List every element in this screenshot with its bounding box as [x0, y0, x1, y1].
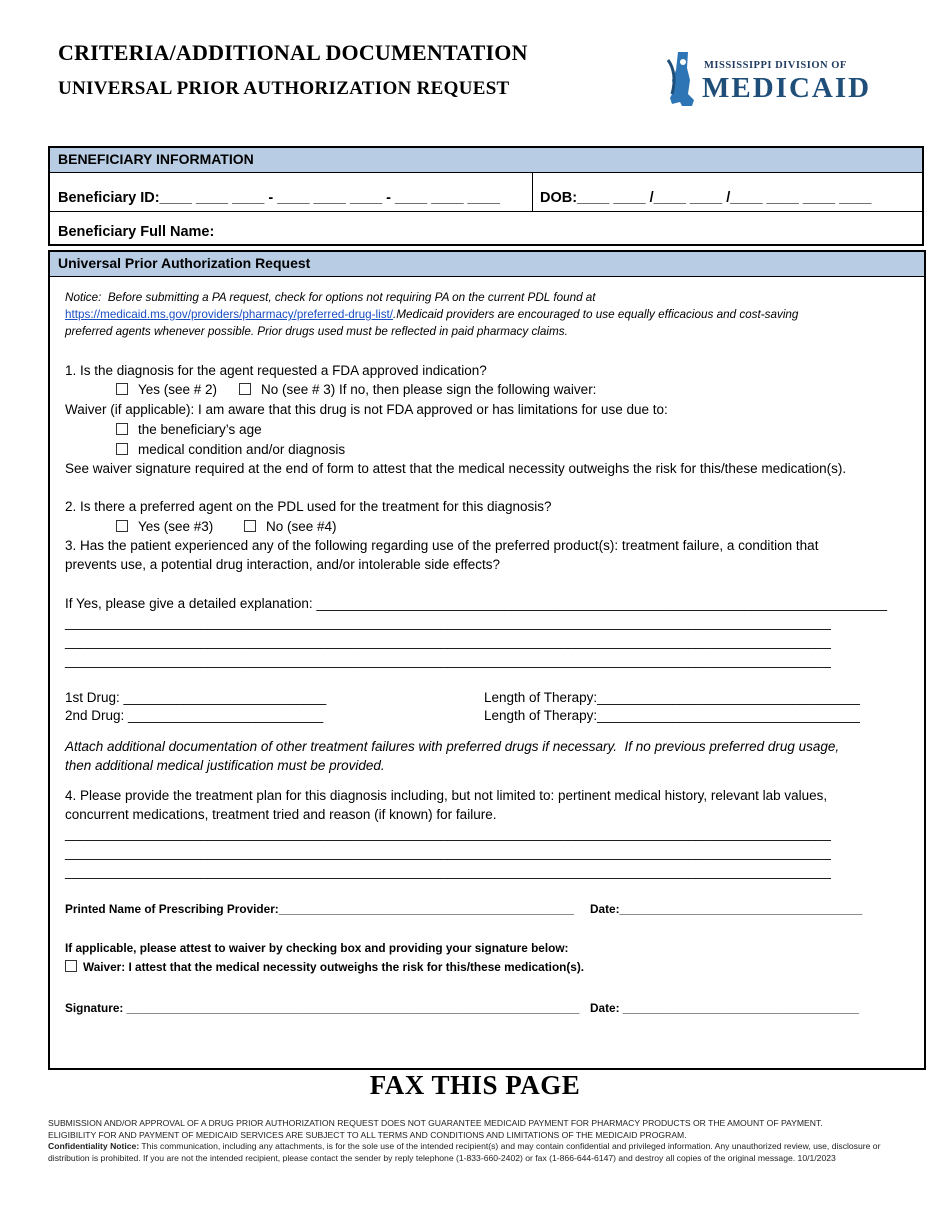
attest-intro: If applicable, please attest to waiver by checking box and providing your signature below: [65, 941, 569, 955]
attest-waiver-option[interactable] [65, 959, 584, 976]
q2-no-checkbox[interactable] [244, 520, 256, 532]
explanation-line[interactable]: ______________________________________________________________________________________________________ [65, 615, 831, 630]
confidentiality-text: This communication, including any attachments, is for the sole use of the intended recipient(s) and may contain confidential and privileged information. Any unauthorized review, use, disclosure or distribution is prohibited. If you are not the intended recipient, please contact the sender by reply telephone (1-833-660-2402) or fax (1-866-644-6147) and destroy all copies of the original message. 10/1/2023 [48, 1141, 881, 1163]
prescriber-name-field[interactable]: Printed Name of Prescribing Provider:_____________________________________________ [65, 902, 574, 916]
beneficiary-section-title: BENEFICIARY INFORMATION [50, 148, 922, 173]
treatment-plan-line[interactable]: ______________________________________________________________________________________________________ [65, 826, 831, 841]
waiver-age-checkbox[interactable] [116, 423, 128, 435]
beneficiary-section [48, 146, 924, 246]
attach-note-line2: then additional medical justification must be provided. [65, 758, 385, 773]
q1-no-label: No (see # 3) If no, then please sign the following waiver: [261, 382, 597, 397]
waiver-age-option[interactable] [116, 421, 262, 438]
waiver-intro: Waiver (if applicable): I am aware that this drug is not FDA approved or has limitations for use due to: [65, 402, 668, 417]
treatment-plan-line[interactable]: ______________________________________________________________________________________________________ [65, 864, 831, 879]
beneficiary-id-row [50, 173, 922, 212]
upa-section [48, 250, 926, 1070]
beneficiary-name-row [50, 213, 922, 243]
q1-yes-option[interactable] [116, 381, 217, 398]
explanation-line[interactable]: ______________________________________________________________________________________________________ [65, 653, 831, 668]
treatment-plan-line[interactable]: ______________________________________________________________________________________________________ [65, 845, 831, 860]
second-drug-field[interactable]: 2nd Drug: __________________________ [65, 708, 324, 723]
confidentiality-label: Confidentiality Notice: [48, 1141, 140, 1152]
notice-line2 [65, 306, 798, 323]
q2-yes-checkbox[interactable] [116, 520, 128, 532]
form-title: CRITERIA/ADDITIONAL DOCUMENTATION [58, 40, 528, 65]
signature-date-field[interactable]: Date: ____________________________________ [590, 1001, 859, 1015]
attest-waiver-label: Waiver: I attest that the medical necessity outweighs the risk for this/these medication(s). [83, 960, 585, 974]
logo-line1: MISSISSIPPI DIVISION OF [704, 60, 847, 71]
q2-no-option[interactable] [244, 518, 337, 535]
fax-title: FAX THIS PAGE [369, 1070, 581, 1100]
divider [532, 173, 533, 211]
attest-waiver-checkbox[interactable] [65, 960, 77, 972]
q1-yes-label: Yes (see # 2) [138, 382, 218, 397]
footer-line1: SUBMISSION AND/OR APPROVAL OF A DRUG PRIOR AUTHORIZATION REQUEST DOES NOT GUARANTEE MEDICAID PAYMENT FOR PHARMACY PRODUCTS OR THE AMOUNT OF PAYMENT. [48, 1118, 823, 1128]
question-4-line2: concurrent medications, treatment tried and reason (if known) for failure. [65, 807, 497, 822]
mississippi-state-icon [664, 50, 698, 110]
second-drug-therapy-field[interactable]: Length of Therapy:___________________________________ [484, 708, 860, 723]
question-3-line1: 3. Has the patient experienced any of the following regarding use of the preferred product(s): treatment failure, a condition that [65, 538, 819, 553]
question-4-line1: 4. Please provide the treatment plan for this diagnosis including, but not limited to: pertinent medical history, relevant lab values, [65, 788, 828, 803]
question-3-line2: prevents use, a potential drug interaction, and/or intolerable side effects? [65, 557, 501, 572]
first-drug-field[interactable]: 1st Drug: ___________________________ [65, 690, 327, 705]
question-1: 1. Is the diagnosis for the agent requested a FDA approved indication? [65, 363, 487, 378]
logo-line2: MEDICAID [702, 72, 872, 104]
beneficiary-name-field[interactable]: Beneficiary Full Name: [58, 224, 215, 240]
waiver-condition-option[interactable] [116, 441, 345, 458]
upa-section-title: Universal Prior Authorization Request [50, 252, 924, 277]
form-subtitle: UNIVERSAL PRIOR AUTHORIZATION REQUEST [58, 78, 510, 99]
q2-yes-label: Yes (see #3) [138, 519, 214, 534]
explanation-line[interactable]: ______________________________________________________________________________________________________ [65, 634, 831, 649]
q1-no-option[interactable] [239, 381, 596, 398]
waiver-note: See waiver signature required at the end of form to attest that the medical necessity outweighs the risk for this/these medication(s). [65, 461, 847, 476]
medicaid-logo [664, 50, 872, 110]
confidentiality-notice [48, 1141, 924, 1164]
notice-line2-rest: .Medicaid providers are encouraged to use equally efficacious and cost-saving [393, 308, 799, 321]
question-2: 2. Is there a preferred agent on the PDL used for the treatment for this diagnosis? [65, 499, 552, 514]
notice-line3: preferred agents whenever possible. Prior drugs used must be reflected in paid pharmacy claims. [65, 325, 568, 338]
notice-line1: Notice: Before submitting a PA request, check for options not requiring PA on the current PDL found at [65, 291, 596, 304]
prescriber-date-field[interactable]: Date:_____________________________________ [590, 902, 863, 916]
pdl-link[interactable]: https://medicaid.ms.gov/providers/pharmacy/preferred-drug-list/ [65, 308, 394, 321]
explanation-field[interactable]: If Yes, please give a detailed explanation: ____________________________________________________________________________ [65, 596, 888, 611]
q2-no-label: No (see #4) [266, 519, 337, 534]
footer [48, 1118, 924, 1164]
beneficiary-id-field[interactable]: Beneficiary ID:____ ____ ____ - ____ ____ ____ - ____ ____ ____ [58, 190, 500, 206]
first-drug-therapy-field[interactable]: Length of Therapy:___________________________________ [484, 690, 860, 705]
q1-yes-checkbox[interactable] [116, 383, 128, 395]
q2-yes-option[interactable] [116, 518, 213, 535]
q1-no-checkbox[interactable] [239, 383, 251, 395]
signature-field[interactable]: Signature: _____________________________________________________________________ [65, 1001, 580, 1015]
dob-field[interactable]: DOB:____ ____ /____ ____ /____ ____ ____ ____ [540, 190, 872, 206]
attach-note-line1: Attach additional documentation of other treatment failures with preferred drugs if necessary. If no previous preferred drug usage, [65, 739, 840, 754]
footer-line2: ELIGIBILITY FOR AND PAYMENT OF MEDICAID SERVICES ARE SUBJECT TO ALL TERMS AND CONDITIONS AND LIMITATIONS OF THE MEDICAID PROGRAM. [48, 1129, 687, 1140]
waiver-condition-label: medical condition and/or diagnosis [138, 442, 346, 457]
waiver-condition-checkbox[interactable] [116, 443, 128, 455]
waiver-age-label: the beneficiary’s age [138, 422, 262, 437]
